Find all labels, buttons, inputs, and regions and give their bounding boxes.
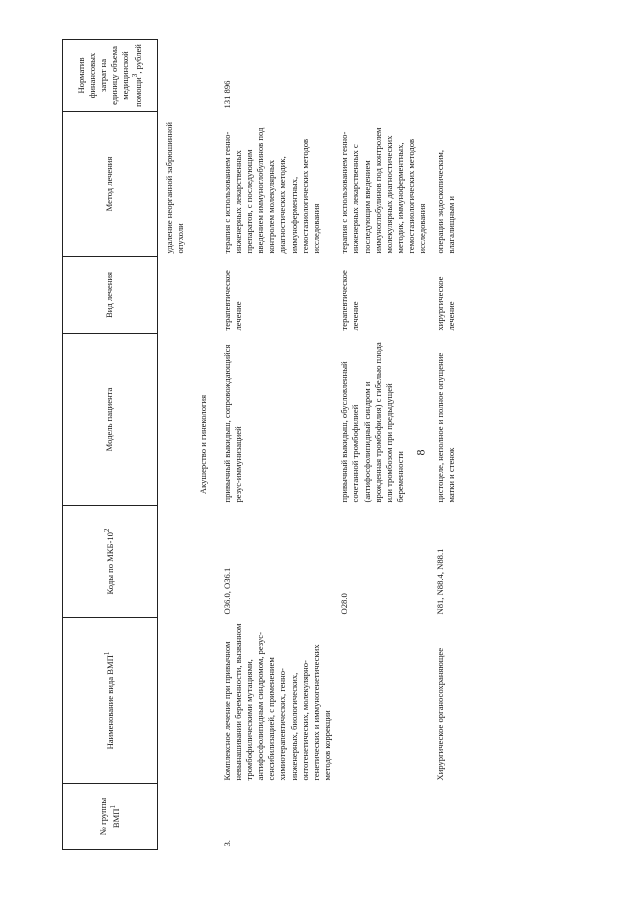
header-treatment-method: Метод лечения bbox=[63, 112, 158, 257]
cell-financial-norm bbox=[335, 40, 430, 112]
cell-treatment-type: хирургическое лечение bbox=[434, 276, 456, 331]
header-financial-norm: Норматив финансовых затрат на единицу объема медицинской помощи$^3$, рублей bbox=[63, 40, 158, 112]
cell-vmp-name bbox=[335, 618, 430, 784]
cell-treatment-method: терапия с использованием генно-инженерных лекарственных препаратов, с последующим введением иммуноглобулинов под контролем молекулярных диагностических методик, иммуноферментных, гемостазиологических методов исследования bbox=[221, 127, 321, 254]
cell-treatment-method: операции эндоскопическим, влагалищным и bbox=[434, 149, 456, 254]
cell-patient-model: привычный выкидыш, обусловленный сочетанной тромбофилией (антифосфолипидный синдром и врожденная тромбофилия) с гибелью плода или тромбозом при предыдущей беременности bbox=[339, 342, 406, 503]
table-row bbox=[431, 40, 459, 850]
cell-patient-model: привычный выкидыш, сопровождающийся резус-иммунизацией bbox=[221, 344, 243, 503]
cell-vmp-name: Комплексное лечение при привычном невынашивании беременности, вызванном тромбофилическими мутациями, антифосфолипидным синдромом, резус-сенсибилизацией, с применением химиотерапевтических, генно-инженерных, биологических, онтогенетических, молекулярно-генетических и иммуногенетических методов коррекции bbox=[221, 623, 333, 781]
page-number: 8 bbox=[413, 449, 428, 456]
rotated-table-page bbox=[62, 40, 632, 850]
cell-icd-codes: O28.0 bbox=[339, 593, 350, 615]
cell-financial-norm bbox=[431, 40, 459, 112]
continuation-method: удаление неорганной забрюшинной опухоли bbox=[164, 122, 186, 254]
header-patient-model: Модель пациента bbox=[63, 334, 158, 506]
cell-number: 3. bbox=[221, 840, 232, 847]
vmp-table bbox=[62, 39, 459, 850]
header-vmp-name: Наименование вида ВМП$^1$ bbox=[63, 618, 158, 784]
cell-number bbox=[431, 784, 459, 850]
header-treatment-type: Вид лечения bbox=[63, 257, 158, 334]
cell-treatment-type: терапевтическое лечение bbox=[221, 270, 243, 331]
header-group-number: № группы ВМП$^1$ bbox=[63, 784, 158, 850]
cell-treatment-type: терапевтическое лечение bbox=[339, 270, 361, 331]
continuation-row bbox=[158, 40, 189, 850]
cell-patient-model: цистоцеле, неполное и полное опущение матки и стенок bbox=[434, 352, 456, 503]
table-row bbox=[335, 40, 430, 850]
cell-treatment-method: терапия с использованием генно-инженерных лекарственных с последующим введением иммуноглобулинов под контролем молекулярных диагностических методик, иммуноферментных, гемостазиологических методов исследования bbox=[339, 127, 428, 254]
table-header-row bbox=[63, 40, 158, 850]
table-row bbox=[218, 40, 336, 850]
cell-financial-norm: 131 896 bbox=[221, 80, 232, 109]
cell-icd-codes: N81, N88.4, N88.1 bbox=[434, 548, 445, 615]
cell-vmp-name: Хирургическое органосохраняющее bbox=[434, 647, 445, 781]
cell-icd-codes: O36.0, O36.1 bbox=[221, 567, 232, 615]
cell-number bbox=[335, 784, 430, 850]
header-icd-codes: Коды по МКБ-$10^2$ bbox=[63, 506, 158, 618]
section-title: Акушерство и гинекология bbox=[198, 394, 209, 495]
section-row bbox=[188, 40, 217, 850]
